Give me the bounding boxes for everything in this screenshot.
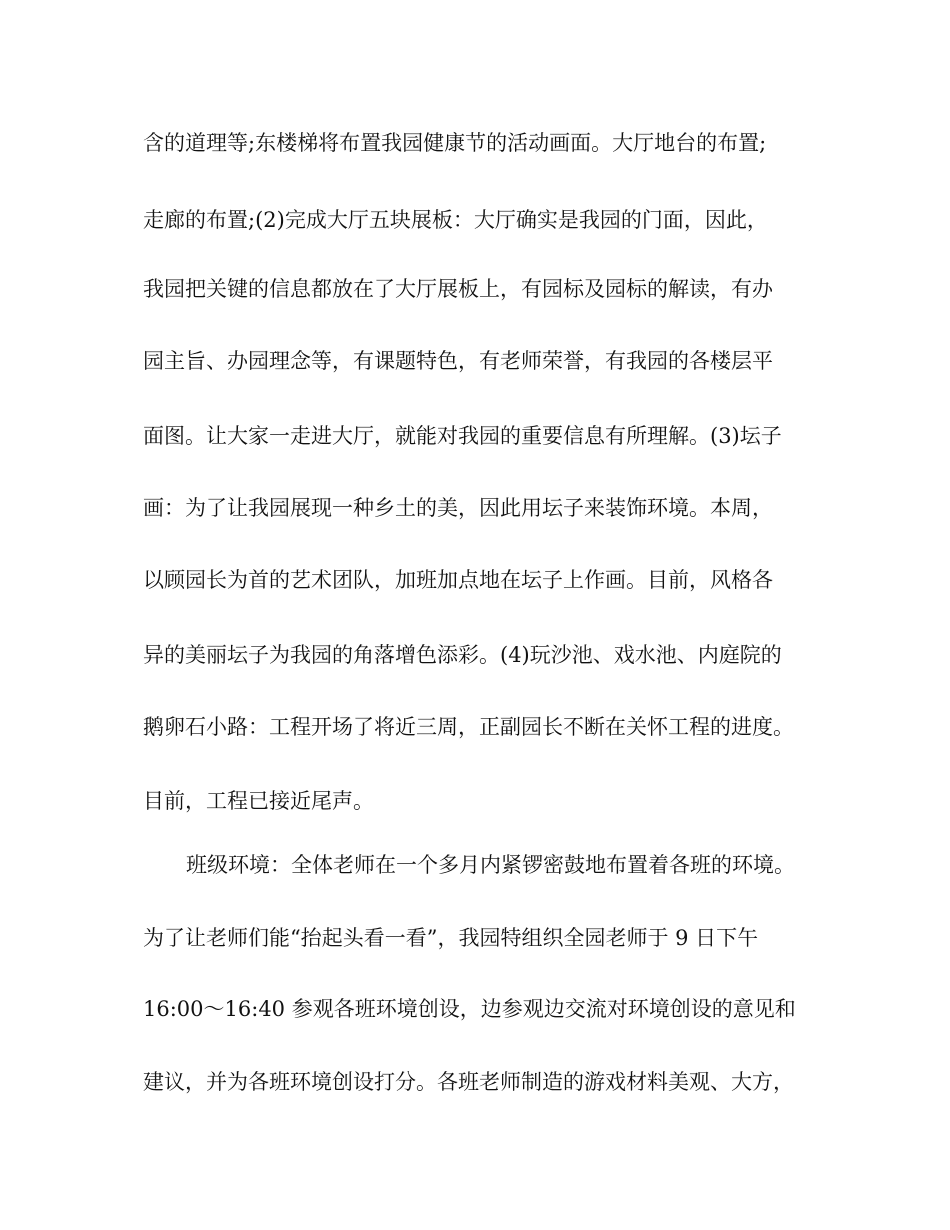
text-line: 目前，工程已接近尾声。 [143,789,374,813]
text-line: 园主旨、办园理念等，有课题特色，有老师荣誉，有我园的各楼层平 [143,349,773,373]
text-line: 建议，并为各班环境创设打分。各班老师制造的游戏材料美观、大方， [143,1070,794,1094]
text-line: 我园把关键的信息都放在了大厅展板上，有园标及园标的解读，有办 [143,277,773,301]
text-line: 面图。让大家一走进大厅，就能对我园的重要信息有所理解。(3)坛子 [143,424,782,448]
text-line: 以顾园长为首的艺术团队，加班加点地在坛子上作画。目前，风格各 [143,568,773,592]
text-line: 走廊的布置;(2)完成大厅五块展板：大厅确实是我园的门面，因此， [143,208,768,232]
text-line: 画：为了让我园展现一种乡土的美，因此用坛子来装饰环境。本周， [143,496,773,520]
paragraph-start-line: 班级环境：全体老师在一个多月内紧锣密鼓地布置着各班的环境。 [186,853,795,877]
text-line: 鹅卵石小路：工程开场了将近三周，正副园长不断在关怀工程的进度。 [143,715,794,739]
text-line: 为了让老师们能“抬起头看一看”，我园特组织全园老师于 9 日下午 [143,926,759,950]
text-line: 含的道理等;东楼梯将布置我园健康节的活动画面。大厅地台的布置; [143,131,767,155]
text-line: 异的美丽坛子为我园的角落增色添彩。(4)玩沙池、戏水池、内庭院的 [143,643,782,667]
text-line: 16:00～16:40 参观各班环境创设，边参观边交流对环境创设的意见和 [143,997,796,1021]
